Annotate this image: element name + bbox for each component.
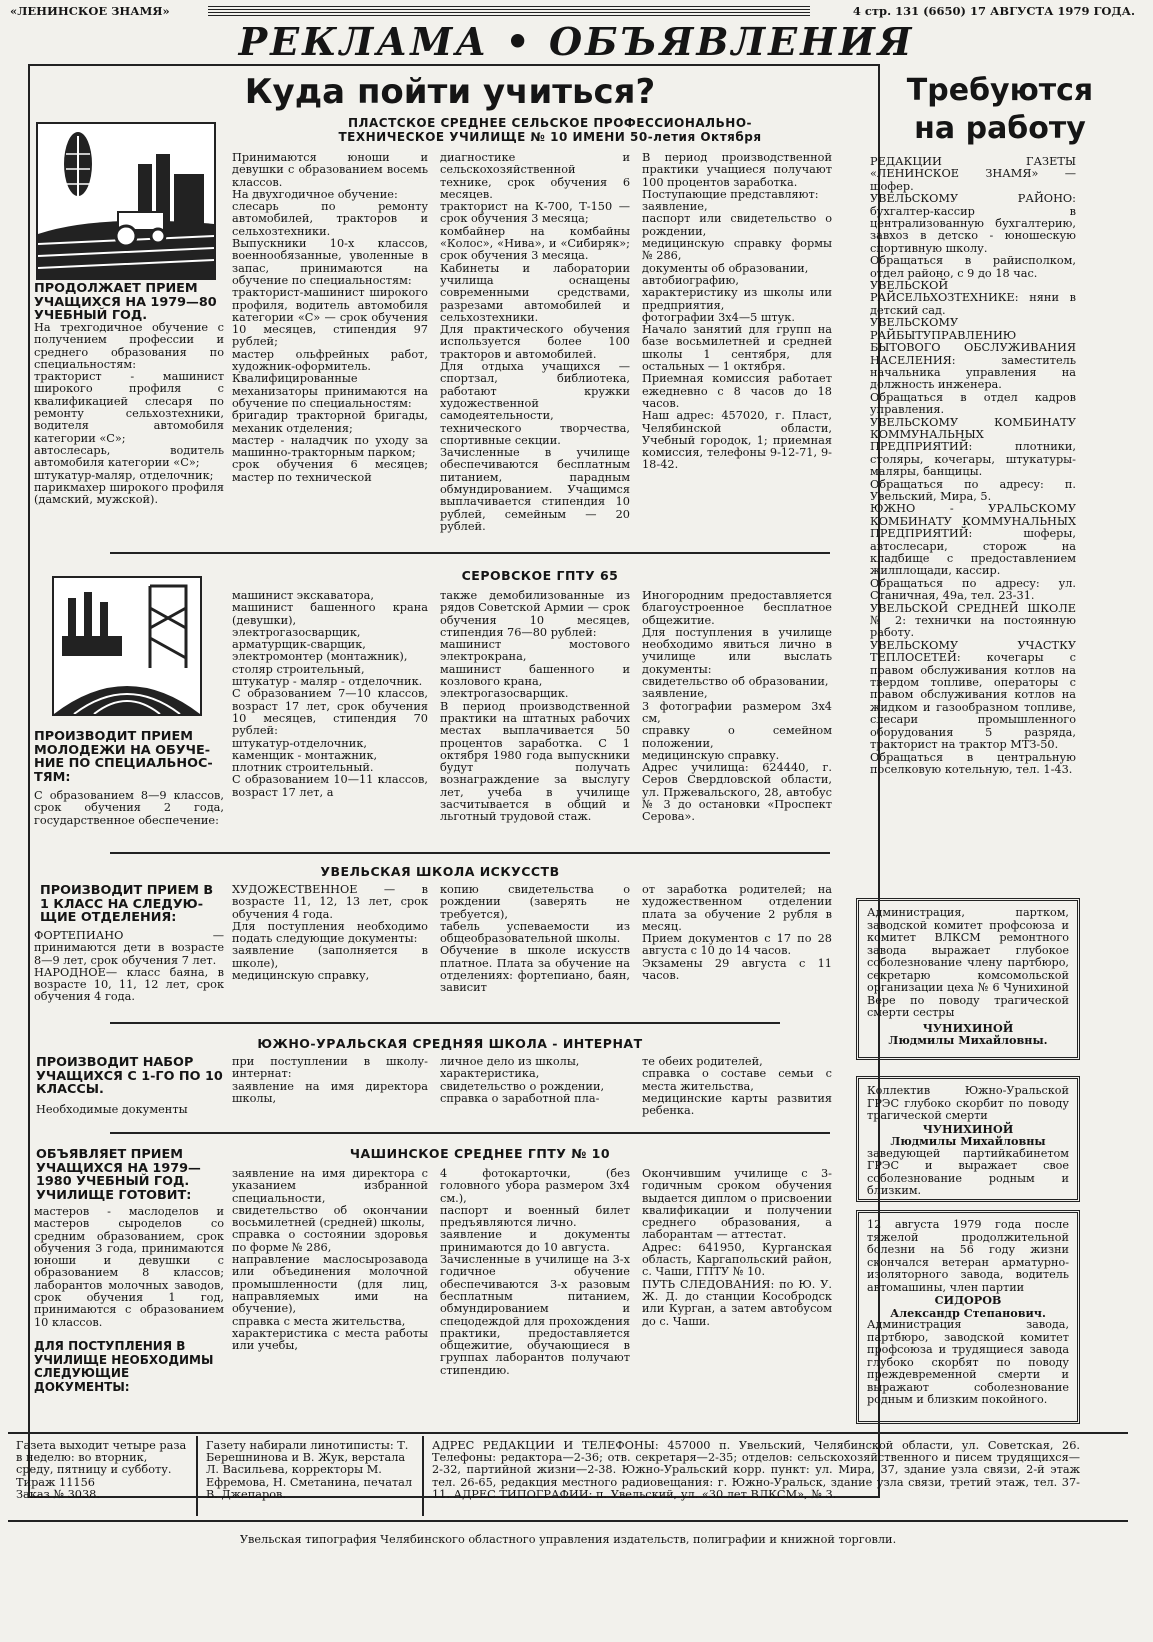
obituary-2-name: ЧУНИХИНОЙ Людмилы Михайловны bbox=[890, 1121, 1046, 1148]
internat-lead: ПРОИЗВОДИТ НАБОР УЧАЩИХСЯ С 1-ГО ПО 10 КЛАССЫ. bbox=[36, 1056, 223, 1097]
arts-col3: копию свидетельства о рождении (заверять не требуется), табель успеваемости из общеобразовательной школы. Обучение в школе искусств платное. Плата за обучение на отделениях: фортепиано, баян, зависит bbox=[440, 884, 630, 995]
rule-arts bbox=[110, 1022, 780, 1024]
obituary-2 bbox=[856, 1076, 1080, 1202]
internat-col3: личное дело из школы, характеристика, свидетельство о рождении, справка о заработной пла- bbox=[440, 1056, 605, 1105]
plast-col4: В период производственной практики учащиеся получают 100 процентов заработка. Поступающие представляют: заявление, паспорт или свидетельство о рождении, медицинскую справку формы № 286, документы об образовании, автобиографию, характеристику из школы или предприятия, фотографии 3х4—5 штук. Начало занятий для групп на базе восьмилетней и средней школы 1 сентября, для остальных — 1 октября. Приемная комиссия работает ежедневно с 8 часов до 18 часов. Наш адрес: 457020, г. Пласт, Челябинской области, Учебный городок, 1; приемная комиссия, телефоны 9-12-71, 9-18-42. bbox=[642, 152, 832, 472]
footer-publication-info: Газета выходит четыре раза в неделю: во вторник, среду, пятницу и субботу. Тираж 11156 Заказ № 3038. bbox=[16, 1439, 187, 1501]
footer-imprint: Увельская типография Челябинского областного управления издательств, полиграфии и книжной торговли. bbox=[239, 1533, 897, 1546]
obituary-3-text: 12 августа 1979 года после тяжелой продолжительной болезни на 56 году жизни скончался ветеран арматурно-изоляторного завода, водитель автомашины, член партии bbox=[867, 1218, 1069, 1294]
arts-col4: от заработка родителей; на художественном отделении плата за обучение 2 рубля в месяц. Прием документов с 17 по 28 августа с 10 до 14 часов. Экзамены 29 августа с 11 часов. bbox=[642, 884, 832, 983]
footer-rule-bottom bbox=[8, 1520, 1128, 1522]
chashi-col1b: ДЛЯ ПОСТУПЛЕНИЯ В УЧИЛИЩЕ НЕОБХОДИМЫ СЛЕДУЮЩИЕ ДОКУМЕНТЫ: bbox=[34, 1340, 214, 1394]
chashi-lead: ОБЪЯВЛЯЕТ ПРИЕМ УЧАЩИХСЯ НА 1979— 1980 УЧЕБНЫЙ ГОД. УЧИЛИЩЕ ГОТОВИТ: bbox=[36, 1148, 201, 1203]
internat-col2: при поступлении в школу-интернат: заявление на имя директора школы, bbox=[232, 1056, 428, 1105]
plast-col1: На трехгодичное обучение с получением профессии и среднего образования по специальностям: тракторист - машинист широкого профиля с квалификацией слесаря по ремонту сельхозтехники, водителя автомобиля категории «С»; автослесарь, водитель автомобиля категории «С»; штукатур-маляр, отделочник; парикмахер широкого профиля (дамский, мужской). bbox=[34, 322, 224, 507]
serov-col1: С образованием 8—9 классов, срок обучения 2 года, государственное обеспечение: bbox=[34, 790, 224, 827]
footer-divider-1 bbox=[196, 1436, 198, 1516]
page-banner: РЕКЛАМА • ОБЪЯВЛЕНИЯ bbox=[238, 19, 915, 64]
internat-title: ЮЖНО-УРАЛЬСКАЯ СРЕДНЯЯ ШКОЛА - ИНТЕРНАТ bbox=[257, 1036, 643, 1051]
obituary-1 bbox=[856, 898, 1080, 1060]
serov-illustration bbox=[52, 576, 202, 716]
study-heading: Куда пойти учиться? bbox=[244, 72, 656, 112]
jobs-heading-line1: Требуются bbox=[906, 73, 1094, 108]
chashi-col3: 4 фотокарточки, (без головного убора размером 3х4 см.), паспорт и военный билет предъявляются лично. заявление и документы принимаются до 10 августа. Зачисленные в училище на 3-х годичное обучение обеспечиваются 3-х разовым бесплатным питанием, обмундированием и спецодеждой для прохождения практики, предоставляется общежитие, обучающиеся в группах лаборантов получают стипендию. bbox=[440, 1168, 630, 1377]
obituary-1-text: Администрация, партком, заводской комитет профсоюза и комитет ВЛКСМ ремонтного завода выражает глубокое соболезнование члену партбюро, секретарю комсомольской организации цеха № 6 Чунихиной Вере по поводу трагической смерти сестры bbox=[867, 906, 1069, 1019]
footer-address: АДРЕС РЕДАКЦИИ И ТЕЛЕФОНЫ: 457000 п. Увельский, Челябинской области, ул. Советская, 26. Телефоны: редактора—2-36; отв. секретаря—2-35; отделов: сельскохозяйственного и писем трудящихся—2-32, партийной жизни—2-38. Южно-Уральский корр. пункт: ул. Мира, 37, здание узла связи, 2-й этаж тел. 26-65, редакция местного радиовещания: г. Южно-Уральск, здание узла связи, третий этаж, тел. 37-11. АДРЕС ТИПОГРАФИИ: п. Увельский, ул. «30 лет ВЛКСМ», № 3. bbox=[432, 1439, 1080, 1501]
masthead-newspaper-name: «ЛЕНИНСКОЕ ЗНАМЯ» bbox=[10, 4, 170, 18]
arts-title: УВЕЛЬСКАЯ ШКОЛА ИСКУССТВ bbox=[320, 864, 560, 879]
internat-col4: те обеих родителей, справка о составе семьи с места жительства, медицинские карты развития ребенка. bbox=[642, 1056, 832, 1118]
chashi-title: ЧАШИНСКОЕ СРЕДНЕЕ ГПТУ № 10 bbox=[349, 1146, 611, 1161]
arts-lead: ПРОИЗВОДИТ ПРИЕМ В 1 КЛАСС НА СЛЕДУЮ- ЩИЕ ОТДЕЛЕНИЯ: bbox=[40, 884, 214, 925]
chashi-col2: заявление на имя директора с указанием избранной специальности, свидетельство об окончании восьмилетней (средней) школы, справка о состоянии здоровья по форме № 286, направление маслосырозавода или объединения молочной промышленности (для лиц, направляемых ими на обучение), справка с места жительства, характеристика с места работы или учебы, bbox=[232, 1168, 428, 1353]
plast-illustration bbox=[36, 122, 216, 280]
serov-lead: ПРОИЗВОДИТ ПРИЕМ МОЛОДЕЖИ НА ОБУЧЕ- НИЕ ПО СПЕЦИАЛЬНОС- ТЯМ: bbox=[34, 730, 213, 785]
obituary-2-text: Коллектив Южно-Уральской ГРЭС глубоко скорбит по поводу трагической смерти bbox=[867, 1084, 1069, 1122]
plast-col2: Принимаются юноши и девушки с образованием восемь классов. На двухгодичное обучение: слесарь по ремонту автомобилей, тракторов и сельхозтехники. Выпускники 10-х классов, военнообязанные, уволенные в запас, принимаются на обучение по специальностям: тракторист-машинист широкого профиля, водитель автомобиля категории «С» — срок обучения 10 месяцев, стипендия 97 рублей; мастер ольфрейных работ, художник-оформитель. Квалифицированные механизаторы принимаются на обучение по специальностям: бригадир тракторной бригады, механик отделения; мастер - наладчик по уходу за машинно-тракторным парком; срок обучения 6 месяцев; мастер по технической bbox=[232, 152, 428, 484]
footer-divider-2 bbox=[422, 1436, 424, 1516]
jobs-heading-line2: на работу bbox=[914, 111, 1086, 146]
masthead bbox=[10, 2, 1135, 20]
arts-col1: ФОРТЕПИАНО — принимаются дети в возрасте 8—9 лет, срок обучения 7 лет. НАРОДНОЕ— класс баяна, в возрасте 10, 11, 12 лет, срок обучения 4 года. bbox=[34, 930, 224, 1004]
rule-serov bbox=[110, 852, 830, 854]
obituary-3-name: СИДОРОВ Александр Степанович. bbox=[890, 1293, 1046, 1320]
chashi-col1: мастеров - маслоделов и мастеров сыроделов со средним образованием, срок обучения 3 года, принимаются юноши и девушки с образованием 8 классов; лаборантов молочных заводов, срок обучения 1 год, принимаются с образованием 10 классов. bbox=[34, 1206, 224, 1329]
masthead-rule bbox=[208, 6, 810, 16]
plast-title: ПЛАСТСКОЕ СРЕДНЕЕ СЕЛЬСКОЕ ПРОФЕССИОНАЛЬНО- ТЕХНИЧЕСКОЕ УЧИЛИЩЕ № 10 ИМЕНИ 50-летия Октября bbox=[338, 116, 762, 144]
rule-internat bbox=[110, 1132, 830, 1134]
arts-col2: ХУДОЖЕСТВЕННОЕ — в возрасте 11, 12, 13 лет, срок обучения 4 года. Для поступления необходимо подать следующие документы: заявление (заполняется в школе), медицинскую справку, bbox=[232, 884, 428, 983]
obituary-3-after: Администрация завода, партбюро, заводской комитет профсоюза и трудящиеся завода глубоко скорбят по поводу преждевременной смерти и выражают соболезнование родным и близким покойного. bbox=[867, 1318, 1069, 1406]
obituary-1-name: ЧУНИХИНОЙ Людмилы Михайловны. bbox=[888, 1020, 1048, 1047]
masthead-issue-info: 4 стр. 131 (6650) 17 АВГУСТА 1979 ГОДА. bbox=[852, 4, 1135, 18]
jobs-list: РЕДАКЦИИ ГАЗЕТЫ «ЛЕНИНСКОЕ ЗНАМЯ» — шофер. УВЕЛЬСКОМУ РАЙОНО: бухгалтер-кассир в централизованную бухгалтерию, завхоз в детско - юношескую спортивную школу. Обращаться в райисполком, отдел районо, с 9 до 18 час. УВЕЛЬСКОЙ РАЙСЕЛЬХОЗТЕХНИКЕ: няни в детский сад. УВЕЛЬСКОМУ РАЙБЫТУПРАВЛЕНИЮ БЫТОВОГО ОБСЛУЖИВАНИЯ НАСЕЛЕНИЯ: заместитель начальника управления на должность инженера. Обращаться в отдел кадров управления. УВЕЛЬСКОМУ КОМБИНАТУ КОММУНАЛЬНЫХ ПРЕДПРИЯТИЙ: плотники, столяры, кочегары, штукатуры-маляры, банщицы. Обращаться по адресу: п. Увельский, Мира, 5. ЮЖНО - УРАЛЬСКОМУ КОМБИНАТУ КОММУНАЛЬНЫХ ПРЕДПРИЯТИЙ: шоферы, автослесари, сторож на кладбище с предоставлением жилплощади, кассир. Обращаться по адресу: ул. Станичная, 49а, тел. 23-31. УВЕЛЬСКОЙ СРЕДНЕЙ ШКОЛЕ № 2: технички на постоянную работу. УВЕЛЬСКОМУ УЧАСТКУ ТЕПЛОСЕТЕЙ: кочегары с правом обслуживания котлов на твердом топливе, операторы с правом обслуживания котлов на жидком и газообразном топливе, слесари промышленного оборудования 5 разряда, тракторист на трактор МТЗ-50. Обращаться в центральную поселковую котельную, тел. 1-43. bbox=[870, 156, 1076, 776]
serov-col3: также демобилизованные из рядов Советской Армии — срок обучения 10 месяцев, стипендия 76—80 рублей: машинист мостового электрокрана, машинист башенного и козлового крана, электрогазосварщик. В период производственной практики на штатных рабочих местах выплачивается 50 процентов заработка. С 1 октября 1980 года выпускники будут получать вознаграждение за выслугу лет, учеба в училище засчитывается в общий и льготный трудовой стаж. bbox=[440, 590, 630, 824]
footer-staff: Газету набирали линотиписты: Т. Берешнинова и В. Жук, верстала Л. Васильева, корректоры М. Ефремова, Н. Сметанина, печатал В. Джепаров. bbox=[206, 1439, 413, 1501]
serov-col4: Иногородним предоставляется благоустроенное бесплатное общежитие. Для поступления в училище необходимо явиться лично в училище или выслать документы: свидетельство об образовании, заявление, 3 фотографии размером 3х4 см, справку о семейном положении, медицинскую справку. Адрес училища: 624440, г. Серов Свердловской области, ул. Пржевальского, 28, автобус № 3 до остановки «Проспект Серова». bbox=[642, 590, 832, 824]
tractor-field-icon bbox=[38, 124, 214, 278]
chashi-col4: Окончившим училище с 3-годичным сроком обучения выдается диплом о присвоении квалификации и получении среднего образования, а лаборантам — аттестат. Адрес: 641950, Курганская область, Каргапольский район, с. Чаши, ГПТУ № 10. ПУТЬ СЛЕДОВАНИЯ: по Ю. У. Ж. Д. до станции Кособродск или Курган, а затем автобусом до с. Чаши. bbox=[642, 1168, 832, 1328]
obituary-3 bbox=[856, 1210, 1080, 1424]
internat-col1: Необходимые документы bbox=[36, 1104, 188, 1116]
serov-title: СЕРОВСКОЕ ГПТУ 65 bbox=[461, 568, 619, 583]
plast-lead: ПРОДОЛЖАЕТ ПРИЕМ УЧАЩИХСЯ НА 1979—80 УЧЕБНЫЙ ГОД. bbox=[34, 282, 217, 322]
obituary-2-after: заведующей партийкабинетом ГРЭС и выражает свое соболезнование родным и близким. bbox=[867, 1146, 1069, 1197]
footer-rule-top bbox=[8, 1432, 1128, 1434]
rule-plast bbox=[110, 552, 830, 554]
serov-col2: машинист экскаватора, машинист башенного крана (девушки), электрогазосварщик, арматурщик-сварщик, электромонтер (монтажник), столяр строительный, штукатур - маляр - отделочник. С образованием 7—10 классов, возраст 17 лет, срок обучения 10 месяцев, стипендия 70 рублей: штукатур-отделочник, каменщик - монтажник, плотник строительный. С образованием 10—11 классов, возраст 17 лет, а bbox=[232, 590, 428, 799]
plast-col3: диагностике и сельскохозяйственной технике, срок обучения 6 месяцев. тракторист на К-700, Т-150 — срок обучения 3 месяца; комбайнер на комбайны «Колос», «Нива», и «Сибиряк»; срок обучения 3 месяца. Кабинеты и лаборатории училища оснащены современными средствами, разрезами автомобилей и сельхозтехники. Для практического обучения используется более 100 тракторов и автомобилей. Для отдыха учащихся — спортзал, библиотека, работают кружки художественной самодеятельности, технического творчества, спортивные секции. Зачисленные в училище обеспечиваются бесплатным питанием, парадным обмундированием. Учащимся выплачивается стипендия 10 рублей, семейным — 20 рублей. bbox=[440, 152, 630, 533]
factory-crane-icon bbox=[54, 578, 200, 714]
